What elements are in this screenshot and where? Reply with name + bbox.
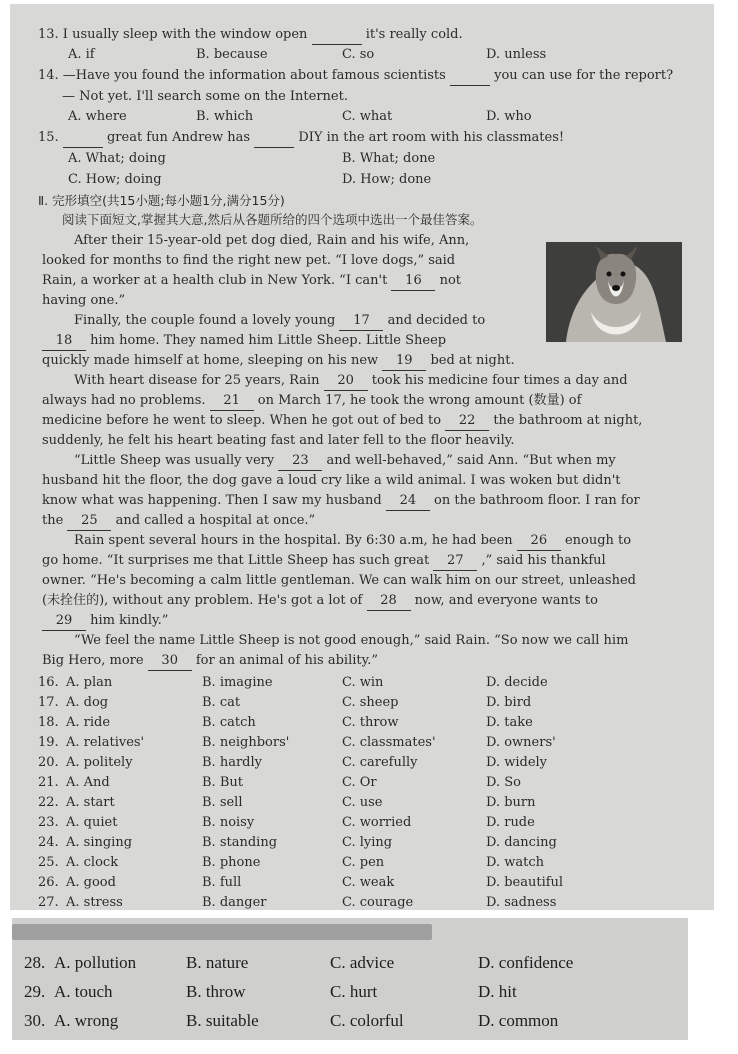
- passage-text: looked for months to find the right new pet. “I love dogs,” said: [42, 253, 456, 268]
- option-a: A. politely: [66, 755, 133, 770]
- passage-line: [42, 272, 461, 291]
- option-a: A. stress: [66, 895, 123, 910]
- passage-text: enough to: [564, 533, 632, 548]
- q13-option-b: B. because: [196, 47, 268, 62]
- question-number: 25.: [38, 855, 59, 870]
- q15-blank-1: [63, 129, 103, 148]
- passage-line: [42, 252, 455, 270]
- passage-text: Big Hero, more: [42, 653, 144, 668]
- option-d: D. bird: [486, 695, 532, 710]
- q14-option-b: B. which: [196, 109, 254, 124]
- passage-line: [74, 232, 469, 250]
- option-b: B. full: [202, 875, 242, 890]
- passage-text: took his medicine four times a day and: [371, 373, 628, 388]
- option-d: D. take: [486, 715, 533, 730]
- question-number: 26.: [38, 875, 59, 890]
- option-a: A. touch: [54, 982, 113, 1001]
- cloze-blank-number: 24: [386, 492, 430, 511]
- passage-text: “Little Sheep was usually very: [74, 453, 275, 468]
- passage-line: [74, 372, 628, 391]
- option-c: C. classmates': [342, 735, 436, 750]
- question-number: 28.: [24, 953, 46, 972]
- cloze-blank-number: 27: [433, 552, 477, 571]
- option-b: B. cat: [202, 695, 241, 710]
- passage-text: and decided to: [387, 313, 486, 328]
- passage-text: and well-behaved,” said Ann. “But when my: [326, 453, 616, 468]
- question-14: [38, 67, 673, 86]
- question-number: 24.: [38, 835, 59, 850]
- passage-text: not: [439, 273, 462, 288]
- option-a: A. clock: [66, 855, 119, 870]
- cloze-blank-number: 20: [324, 372, 368, 391]
- question-number: 29.: [24, 982, 46, 1001]
- option-a: A. pollution: [54, 953, 137, 972]
- passage-line: [42, 512, 315, 531]
- question-13: [38, 26, 463, 45]
- passage-text: having one.”: [42, 293, 126, 308]
- option-b: B. nature: [186, 953, 249, 972]
- option-d: D. owners': [486, 735, 556, 750]
- q15-number: 15.: [38, 130, 59, 145]
- option-b: B. imagine: [202, 675, 273, 690]
- option-b: B. standing: [202, 835, 278, 850]
- q13-stem: 13. I usually sleep with the window open: [38, 27, 308, 42]
- q13-option-c: C. so: [342, 47, 375, 62]
- passage-text: on March 17, he took the wrong amount (数量) of: [257, 393, 582, 408]
- option-d: D. watch: [486, 855, 544, 870]
- question-number: 20.: [38, 755, 59, 770]
- cloze-blank-number: 19: [382, 352, 426, 371]
- smudge: [12, 924, 432, 940]
- q14-option-a: A. where: [68, 109, 127, 124]
- passage-line: [42, 432, 515, 450]
- section-instruction: 阅读下面短文,掌握其大意,然后从各题所给的四个选项中选出一个最佳答案。: [62, 212, 483, 227]
- cloze-blank-number: 25: [67, 512, 111, 531]
- option-d: D. common: [478, 1011, 559, 1030]
- passage-text: for an animal of his ability.”: [195, 653, 379, 668]
- option-d: D. beautiful: [486, 875, 564, 890]
- collie-dog-icon: [546, 242, 682, 342]
- option-c: C. courage: [342, 895, 414, 910]
- option-c: C. Or: [342, 775, 377, 790]
- option-d: D. confidence: [478, 953, 574, 972]
- option-a: A. ride: [66, 715, 111, 730]
- passage-text: husband hit the floor, the dog gave a loud cry like a wild animal. I was woken but didn't: [42, 473, 621, 488]
- option-a: A. singing: [66, 835, 133, 850]
- cloze-blank-number: 26: [517, 532, 561, 551]
- cloze-blank-number: 28: [367, 592, 411, 611]
- option-b: B. throw: [186, 982, 246, 1001]
- cloze-blank-number: 23: [278, 452, 322, 471]
- option-c: C. lying: [342, 835, 393, 850]
- q15-option-c: C. How; doing: [68, 172, 162, 187]
- question-number: 30.: [24, 1011, 46, 1030]
- option-b: B. But: [202, 775, 243, 790]
- passage-text: go home. “It surprises me that Little Sheep has such great: [42, 553, 430, 568]
- option-c: C. pen: [342, 855, 385, 870]
- option-b: B. noisy: [202, 815, 255, 830]
- passage-text: the: [42, 513, 64, 528]
- option-a: A. start: [66, 795, 115, 810]
- question-15: [38, 129, 564, 148]
- passage-text: him home. They named him Little Sheep. Little Sheep: [90, 333, 447, 348]
- option-a: A. dog: [66, 695, 109, 710]
- passage-line: [42, 652, 378, 671]
- passage-line: [42, 552, 606, 571]
- passage-text: him kindly.”: [90, 613, 169, 628]
- cloze-blank-number: 22: [445, 412, 489, 431]
- q15-option-d: D. How; done: [342, 172, 432, 187]
- passage-line: [74, 312, 485, 331]
- passage-line: [74, 632, 628, 650]
- q15-stem: great fun Andrew has: [106, 130, 251, 145]
- option-c: C. colorful: [330, 1011, 404, 1030]
- option-d: D. hit: [478, 982, 517, 1001]
- question-number: 21.: [38, 775, 59, 790]
- q14-option-d: D. who: [486, 109, 532, 124]
- passage-text: bed at night.: [430, 353, 515, 368]
- cloze-blank-number: 16: [391, 272, 435, 291]
- q15-stem-end: DIY in the art room with his classmates!: [298, 130, 565, 145]
- collie-dog-photo: [546, 242, 682, 342]
- bottom-strip: [12, 918, 688, 1040]
- passage-text: quickly made himself at home, sleeping on his new: [42, 353, 379, 368]
- option-b: B. catch: [202, 715, 256, 730]
- option-d: D. sadness: [486, 895, 557, 910]
- option-c: C. carefully: [342, 755, 418, 770]
- q14-reply: — Not yet. I'll search some on the Internet.: [62, 89, 348, 104]
- passage-text: suddenly, he felt his heart beating fast and later fell to the floor heavily.: [42, 433, 515, 448]
- passage-text: Rain, a worker at a health club in New York. “I can't: [42, 273, 388, 288]
- passage-text: (未拴住的), without any problem. He's got a lot of: [42, 593, 363, 608]
- passage-line: [74, 452, 616, 471]
- option-b: B. neighbors': [202, 735, 290, 750]
- option-c: C. win: [342, 675, 384, 690]
- question-number: 17.: [38, 695, 59, 710]
- option-c: C. sheep: [342, 695, 399, 710]
- cloze-blank-number: 17: [339, 312, 383, 331]
- option-a: A. wrong: [54, 1011, 119, 1030]
- q14-stem: 14. —Have you found the information about famous scientists: [38, 68, 446, 83]
- question-number: 18.: [38, 715, 59, 730]
- cloze-blank-number: 29: [42, 612, 86, 631]
- passage-text: Rain spent several hours in the hospital. By 6:30 a.m, he had been: [74, 533, 513, 548]
- q14-blank: [450, 67, 490, 86]
- option-d: D. rude: [486, 815, 535, 830]
- passage-text: With heart disease for 25 years, Rain: [74, 373, 320, 388]
- option-d: D. dancing: [486, 835, 557, 850]
- passage-text: always had no problems.: [42, 393, 206, 408]
- passage-line: [42, 612, 168, 631]
- option-a: A. good: [66, 875, 116, 890]
- q14-stem-end: you can use for the report?: [494, 68, 674, 83]
- passage-line: [42, 412, 642, 431]
- cloze-blank-number: 30: [148, 652, 192, 671]
- passage-text: owner. “He's becoming a calm little gentleman. We can walk him on our street, unleashed: [42, 573, 636, 588]
- passage-text: and called a hospital at once.”: [115, 513, 316, 528]
- passage-text: medicine before he went to sleep. When he got out of bed to: [42, 413, 442, 428]
- exam-page: [10, 4, 714, 910]
- option-d: D. So: [486, 775, 521, 790]
- passage-text: know what was happening. Then I saw my husband: [42, 493, 382, 508]
- option-a: A. plan: [66, 675, 113, 690]
- option-a: A. And: [66, 775, 110, 790]
- option-c: C. worried: [342, 815, 412, 830]
- option-a: A. relatives': [66, 735, 145, 750]
- option-b: B. sell: [202, 795, 243, 810]
- passage-line: [42, 572, 636, 590]
- passage-line: [74, 532, 631, 551]
- option-a: A. quiet: [66, 815, 118, 830]
- option-c: C. advice: [330, 953, 395, 972]
- passage-line: [42, 292, 125, 310]
- option-c: C. hurt: [330, 982, 378, 1001]
- option-b: B. phone: [202, 855, 261, 870]
- cloze-blank-number: 21: [210, 392, 254, 411]
- passage-text: Finally, the couple found a lovely young: [74, 313, 336, 328]
- q13-blank: [312, 26, 362, 45]
- passage-line: [42, 472, 621, 490]
- passage-text: “We feel the name Little Sheep is not good enough,” said Rain. “So now we call him: [74, 633, 629, 648]
- option-b: B. hardly: [202, 755, 262, 770]
- q13-option-a: A. if: [68, 47, 95, 62]
- option-b: B. danger: [202, 895, 267, 910]
- option-c: C. use: [342, 795, 383, 810]
- question-number: 23.: [38, 815, 59, 830]
- option-c: C. throw: [342, 715, 399, 730]
- passage-text: on the bathroom floor. I ran for: [434, 493, 640, 508]
- section-title: Ⅱ. 完形填空(共15小题;每小题1分,满分15分): [38, 193, 285, 208]
- question-number: 22.: [38, 795, 59, 810]
- q14-option-c: C. what: [342, 109, 393, 124]
- question-number: 19.: [38, 735, 59, 750]
- q15-option-a: A. What; doing: [68, 151, 166, 166]
- option-d: D. burn: [486, 795, 536, 810]
- option-d: D. widely: [486, 755, 548, 770]
- cloze-blank-number: 18: [42, 332, 86, 351]
- passage-text: the bathroom at night,: [493, 413, 643, 428]
- q15-option-b: B. What; done: [342, 151, 436, 166]
- passage-text: ,” said his thankful: [481, 553, 606, 568]
- question-number: 16.: [38, 675, 59, 690]
- passage-line: [42, 592, 598, 611]
- q13-option-d: D. unless: [486, 47, 547, 62]
- option-b: B. suitable: [186, 1011, 259, 1030]
- passage-text: After their 15-year-old pet dog died, Rain and his wife, Ann,: [74, 233, 470, 248]
- q15-blank-2: [254, 129, 294, 148]
- passage-line: [42, 352, 515, 371]
- passage-line: [42, 332, 446, 351]
- option-c: C. weak: [342, 875, 395, 890]
- passage-line: [42, 392, 581, 411]
- option-d: D. decide: [486, 675, 548, 690]
- passage-text: now, and everyone wants to: [414, 593, 598, 608]
- passage-line: [42, 492, 640, 511]
- q13-stem-end: it's really cold.: [365, 27, 463, 42]
- question-number: 27.: [38, 895, 59, 910]
